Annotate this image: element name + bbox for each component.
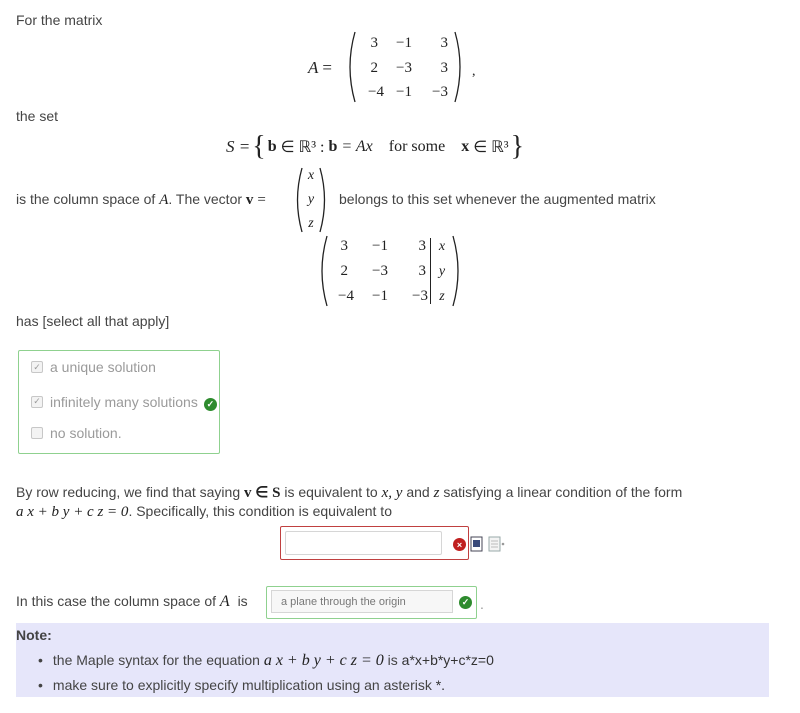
condition-input[interactable]: [285, 531, 442, 555]
row-reduce-line2: [16, 503, 392, 521]
row-reduce-line1: [16, 483, 682, 502]
augmented-cell: 2: [340, 263, 348, 279]
augmented-cell: 3: [418, 263, 426, 279]
note-text: make sure to explicitly specify multiplication using an asterisk: [52, 677, 432, 693]
column-space-a: A: [159, 192, 169, 208]
checkbox-checked-icon[interactable]: ✓: [31, 396, 43, 408]
augmented-cell: x: [438, 239, 446, 254]
checkbox-checked-icon[interactable]: ✓: [31, 361, 43, 373]
linear-form-equation: a x + b y + c z = 0: [16, 504, 129, 520]
column-space-line: [16, 191, 266, 209]
correct-check-icon: ✓: [204, 398, 217, 411]
augmented-cell: 3: [418, 238, 426, 254]
note-code: a*x+b*y+c*z=0: [401, 652, 494, 668]
vector-v-matrix: [292, 166, 332, 234]
set-b2: b: [328, 138, 338, 155]
note-item-1: • the Maple syntax for the equation a x + b y + c z = 0 is a*x+b*y+c*z=0: [38, 652, 494, 669]
augmented-cell: −1: [372, 238, 388, 254]
checkbox-unchecked-icon[interactable]: [31, 427, 43, 439]
matrix-a-cell: −3: [432, 84, 448, 100]
preview-icon[interactable]: [470, 536, 483, 552]
option-label: infinitely many solutions: [50, 393, 198, 410]
augmented-cell: −1: [372, 288, 388, 304]
matrix-a-cell: −4: [368, 84, 384, 100]
z-var: z: [433, 485, 440, 501]
row-reduce-text: is equivalent to: [284, 484, 378, 500]
note-equation: a x + b y + c z = 0: [263, 652, 384, 669]
set-s-lhs: S =: [226, 137, 251, 156]
matrix-a-cell: 3: [440, 60, 448, 76]
matrix-a: [344, 30, 474, 104]
option-label: no solution.: [50, 425, 122, 441]
augmented-cell: −3: [372, 263, 388, 279]
v-in-s: v ∈ S: [244, 485, 281, 501]
vector-entry: y: [307, 192, 315, 207]
row-reduce-text: and: [406, 484, 430, 500]
set-b: b: [267, 138, 277, 155]
vector-entry: x: [307, 168, 315, 183]
set-in-r3: ∈ ℝ³ :: [280, 139, 325, 156]
set-s-definition: [226, 132, 524, 162]
correct-check-icon: ✓: [459, 596, 472, 609]
option-infinitely-many[interactable]: [31, 392, 217, 411]
matrix-name: A =: [308, 58, 332, 77]
matrix-a-cell: 2: [370, 60, 378, 76]
row-reduce-text: satisfying a linear condition of the form: [443, 484, 683, 500]
right-brace: }: [510, 131, 525, 162]
set-eq-ax: = Ax: [341, 138, 373, 155]
vector-v: v: [245, 192, 254, 208]
has-text: has [select all that apply]: [16, 313, 170, 329]
set-in-r3-2: ∈ ℝ³: [473, 139, 509, 156]
matrix-a-cell: 3: [370, 35, 378, 51]
colspace-is: is: [237, 593, 248, 609]
note-title: Note:: [16, 627, 52, 643]
incorrect-x-icon: ×: [453, 538, 466, 551]
colspace-answer-box: [266, 586, 477, 619]
option-unique-solution[interactable]: [31, 359, 156, 375]
option-no-solution[interactable]: [31, 425, 122, 441]
augmented-cell: z: [439, 289, 445, 304]
row-reduce-text: By row reducing, we find that saying: [16, 484, 241, 500]
matrix-a-cell: −3: [396, 60, 412, 76]
matrix-a-cell: 3: [440, 35, 448, 51]
augmented-cell: 3: [340, 238, 348, 254]
condition-answer-box: [280, 526, 469, 560]
belongs-text: belongs to this set whenever the augmented matrix: [339, 191, 656, 207]
left-brace: {: [252, 131, 266, 162]
colspace-text: In this case the column space of: [16, 593, 216, 609]
right-paren-icon: [450, 234, 464, 308]
set-x: x: [461, 138, 470, 155]
option-label: a unique solution: [50, 359, 156, 375]
matrix-a-cell: −1: [396, 84, 412, 100]
row-reduce-text: . Specifically, this condition is equivalent to: [128, 503, 392, 519]
note-code: *.: [435, 677, 446, 693]
colspace-line: [16, 593, 248, 611]
intro-text: For the matrix: [16, 12, 103, 28]
augment-divider: [430, 238, 431, 304]
note-text: is: [387, 652, 398, 668]
note-text: the Maple syntax for the equation: [52, 652, 260, 668]
help-document-icon[interactable]: [488, 536, 506, 552]
set-for-some: for some: [388, 138, 446, 155]
column-space-text: is the column space of: [16, 191, 156, 207]
vector-text: . The vector: [168, 191, 243, 207]
vector-entry: z: [308, 216, 314, 231]
right-paren-icon: [452, 30, 466, 104]
matrix-a-cell: −1: [396, 35, 412, 51]
matrix-comma: ,: [472, 64, 476, 79]
colspace-select[interactable]: a plane through the origin: [271, 590, 453, 613]
note-box: [16, 623, 769, 697]
solution-options-panel: [18, 350, 220, 454]
augmented-cell: y: [438, 264, 446, 279]
right-paren-icon: [318, 166, 330, 234]
colspace-period: .: [480, 596, 484, 612]
note-item-2: • make sure to explicitly specify multiplication using an asterisk *.: [38, 677, 446, 693]
xy-vars: x, y: [381, 485, 403, 501]
augmented-cell: −3: [412, 288, 428, 304]
augmented-matrix: [316, 234, 466, 308]
vector-equals: =: [257, 192, 266, 208]
augmented-cell: −4: [338, 288, 354, 304]
the-set-text: the set: [16, 108, 59, 124]
colspace-a: A: [219, 593, 230, 610]
